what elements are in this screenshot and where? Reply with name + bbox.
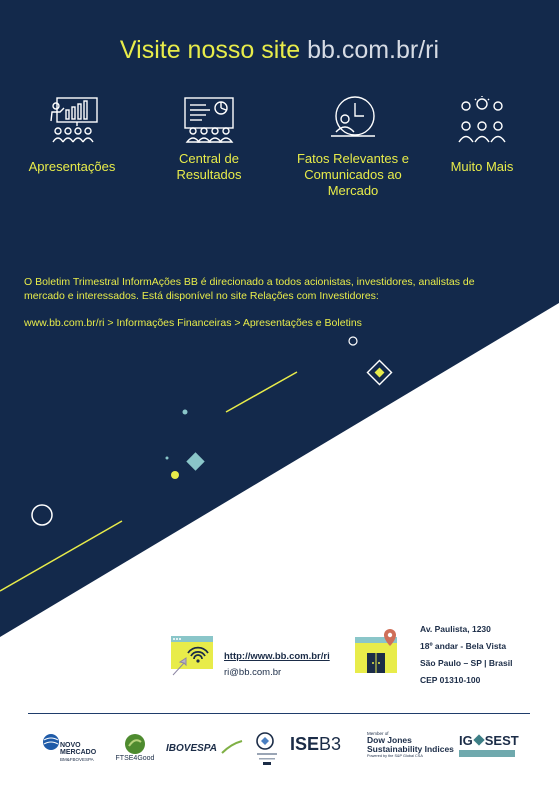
- building-location-icon: [354, 627, 400, 675]
- feature-label-apresentacoes[interactable]: Apresentações: [28, 159, 116, 174]
- djsi-member-text: Member of: [367, 731, 389, 736]
- feature-label-resultados[interactable]: Central de Resultados: [176, 151, 242, 182]
- djsi-powered-text: Powered by the S&P Global CSA: [367, 754, 423, 758]
- ftse-text: FTSE4Good: [115, 755, 155, 762]
- b3-text: B3: [319, 734, 342, 754]
- igc-sest-logo: [459, 733, 519, 757]
- ibovespa-text: IBOVESPA: [166, 743, 217, 754]
- ideas-people-icon[interactable]: [455, 96, 509, 144]
- ise-text: ISE: [290, 734, 320, 754]
- title-lead: Visite nosso site: [119, 36, 301, 64]
- presentation-icon[interactable]: [48, 96, 100, 144]
- address-line: Av. Paulista, 1230: [420, 624, 491, 634]
- novo-mercado-logo: [40, 733, 97, 762]
- governance-seal-logo: [252, 731, 282, 772]
- seal-icon: [252, 731, 282, 767]
- novo-mercado-text: BM&FBOVESPA: [60, 757, 94, 762]
- ibovespa-logo: [166, 738, 243, 756]
- djsi-name-text: Sustainability Indices: [367, 744, 454, 754]
- djsi-logo: [367, 731, 454, 758]
- address-line: São Paulo – SP | Brasil: [420, 658, 513, 668]
- email-address[interactable]: ri@bb.com.br: [224, 667, 282, 678]
- address-line: CEP 01310-100: [420, 675, 481, 685]
- footer-divider: [28, 713, 530, 714]
- feature-label-muito-mais[interactable]: Muito Mais: [450, 159, 514, 174]
- clock-person-icon[interactable]: [327, 94, 379, 144]
- results-board-icon[interactable]: [182, 96, 236, 144]
- page-title: [0, 36, 559, 65]
- intro-paragraph: O Boletim Trimestral InformAções BB é direcionado a todos acionistas, investidores, analistas de mercado e interessados. Está disponível no site Relações com Investidores:: [24, 276, 475, 302]
- title-site-link[interactable]: bb.com.br/ri: [307, 36, 440, 64]
- novo-mercado-text: NOVO: [60, 742, 81, 749]
- address-block: [420, 621, 512, 689]
- djsi-name-text: Dow Jones: [367, 735, 412, 745]
- web-wifi-icon: [170, 635, 214, 677]
- ftse4good-logo: [115, 733, 155, 762]
- leaf-globe-icon: [124, 733, 146, 755]
- sest-text: SEST: [484, 733, 519, 748]
- address-line: 18º andar - Bela Vista: [420, 641, 507, 651]
- intro-site-path[interactable]: www.bb.com.br/ri > Informações Financeiras > Apresentações e Boletins: [24, 317, 362, 329]
- feature-label-fatos-relevantes[interactable]: Fatos Relevantes e Comunicados ao Mercado: [296, 151, 409, 198]
- globe-icon: [42, 733, 60, 751]
- ise-b3-logo: [290, 734, 341, 755]
- igc-band: [459, 750, 515, 757]
- swoosh-icon: [221, 740, 243, 754]
- diamond-icon: [473, 734, 484, 745]
- igc-text: IG: [459, 733, 473, 748]
- novo-mercado-text: MERCADO: [60, 749, 97, 756]
- website-link[interactable]: http://www.bb.com.br/ri: [224, 651, 330, 662]
